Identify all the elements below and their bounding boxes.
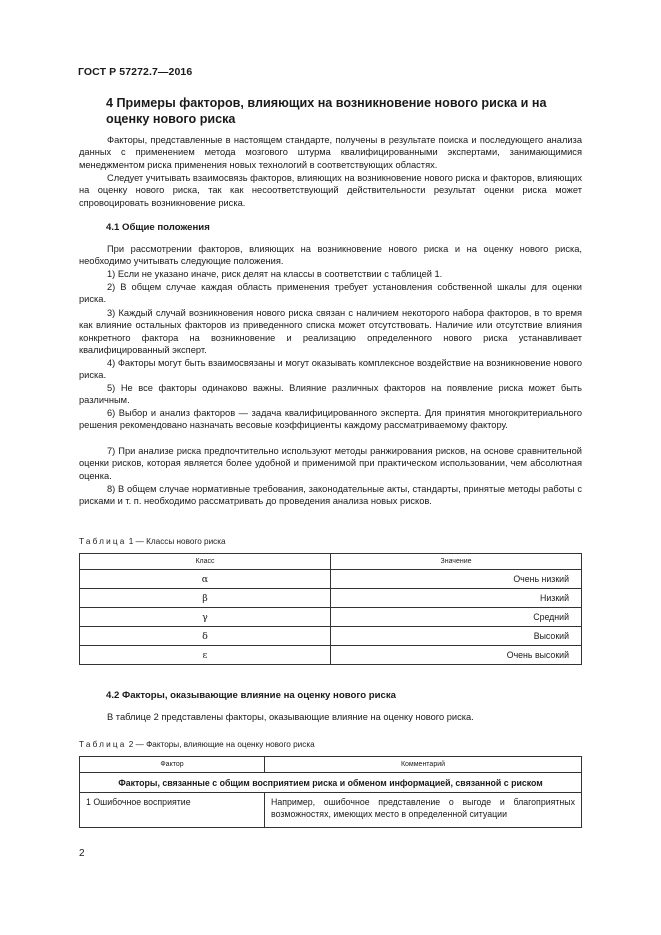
column-header-value: Значение [331, 554, 582, 570]
table-2-caption-text: 2 — Факторы, влияющие на оценку нового риска [128, 740, 315, 749]
risk-classes-table [79, 553, 582, 665]
table-row [80, 608, 582, 627]
section-4-paragraph-1: Факторы, представленные в настоящем стандарте, получены в результате поиска и последующего анализа данных с применением метода мозгового штурма квалифицированными экспертами, занимающимися менеджментом риска применения новых технологий в соответствующих областях. [79, 135, 582, 170]
class-symbol: β [80, 589, 331, 608]
factor-group-heading: Факторы, связанные с общим восприятием риска и обменом информацией, связанной с риском [80, 773, 582, 793]
class-value: Очень низкий [331, 570, 582, 589]
section-4-1-intro: При рассмотрении факторов, влияющих на возникновение нового риска и на оценку нового риска, необходимо учитывать следующие положения. [79, 244, 582, 267]
table-group-row [80, 773, 582, 793]
table-2-caption-prefix: Таблица [79, 740, 127, 749]
class-symbol: δ [80, 627, 331, 646]
factor-comment: Например, ошибочное представление о выгоде и благоприятных возможностях, имеющих место в определенной ситуации [265, 793, 582, 828]
table-header-row [80, 757, 582, 773]
list-item-5: 5) Не все факторы одинаково важны. Влияние различных факторов на появление риска может быть различным. [79, 383, 582, 406]
class-value: Средний [331, 608, 582, 627]
column-header-comment: Комментарий [265, 757, 582, 773]
list-item-8: 8) В общем случае нормативные требования, законодательные акты, стандарты, принятые методы работы с рисками и т. п. необходимо рассматривать до проведения анализа новых рисков. [79, 484, 582, 507]
standard-code-header: ГОСТ Р 57272.7—2016 [78, 66, 193, 78]
class-value: Высокий [331, 627, 582, 646]
class-symbol: α [80, 570, 331, 589]
table-1-caption-text: 1 — Классы нового риска [128, 537, 226, 546]
section-4-paragraph-2: Следует учитывать взаимосвязь факторов, влияющих на возникновение нового риска и факторов, влияющих на оценку нового риска, так как несоответствующий действительности результат оценки риска может спровоцировать возникновение риска. [79, 173, 582, 208]
list-item-3: 3) Каждый случай возникновения нового риска связан с наличием некоторого набора факторов, в то время как влияние остальных факторов из приведенного списка может отсутствовать. Наличие или отсутствие влияния конкретного фактора на возникновение и реализацию определенного нового риска устанавливает квалифицированный эксперт. [79, 308, 582, 355]
list-item-4: 4) Факторы могут быть взаимосвязаны и могут оказывать комплексное воздействие на возникновение нового риска. [79, 358, 582, 381]
table-row [80, 589, 582, 608]
class-value: Очень высокий [331, 646, 582, 665]
section-4-2-title: 4.2 Факторы, оказывающие влияние на оценку нового риска [106, 690, 396, 701]
class-symbol: γ [80, 608, 331, 627]
table-header-row [80, 554, 582, 570]
section-4-1-title: 4.1 Общие положения [106, 222, 210, 233]
table-row [80, 627, 582, 646]
section-4-title: 4 Примеры факторов, влияющих на возникновение нового риска и на оценку нового риска [106, 96, 547, 126]
list-item-6: 6) Выбор и анализ факторов — задача квалифицированного эксперта. Для принятия многокритериального решения рекомендовано назначать весовые коэффициенты каждому рассматриваемому фактору. [79, 408, 582, 431]
table-2-caption [79, 740, 315, 749]
list-item-7: 7) При анализе риска предпочтительно используют методы ранжирования рисков, на основе сравнительной оценки рисков, которая является более удобной и применимой при практическом использовании, чем абсолютная оценка. [79, 446, 582, 481]
class-symbol: ε [80, 646, 331, 665]
risk-factors-table [79, 756, 582, 828]
class-value: Низкий [331, 589, 582, 608]
page-number: 2 [79, 848, 85, 859]
factor-name: 1 Ошибочное восприятие [80, 793, 265, 828]
table-row [80, 793, 582, 828]
column-header-class: Класс [80, 554, 331, 570]
table-1-caption [79, 537, 226, 546]
column-header-factor: Фактор [80, 757, 265, 773]
list-item-2: 2) В общем случае каждая область применения требует установления собственной шкалы для оценки риска. [79, 282, 582, 305]
table-1-caption-prefix: Таблица [79, 537, 127, 546]
list-item-1: 1) Если не указано иначе, риск делят на классы в соответствии с таблицей 1. [107, 269, 443, 279]
table-row [80, 646, 582, 665]
table-row [80, 570, 582, 589]
section-4-2-paragraph: В таблице 2 представлены факторы, оказывающие влияние на оценку нового риска. [107, 712, 474, 722]
